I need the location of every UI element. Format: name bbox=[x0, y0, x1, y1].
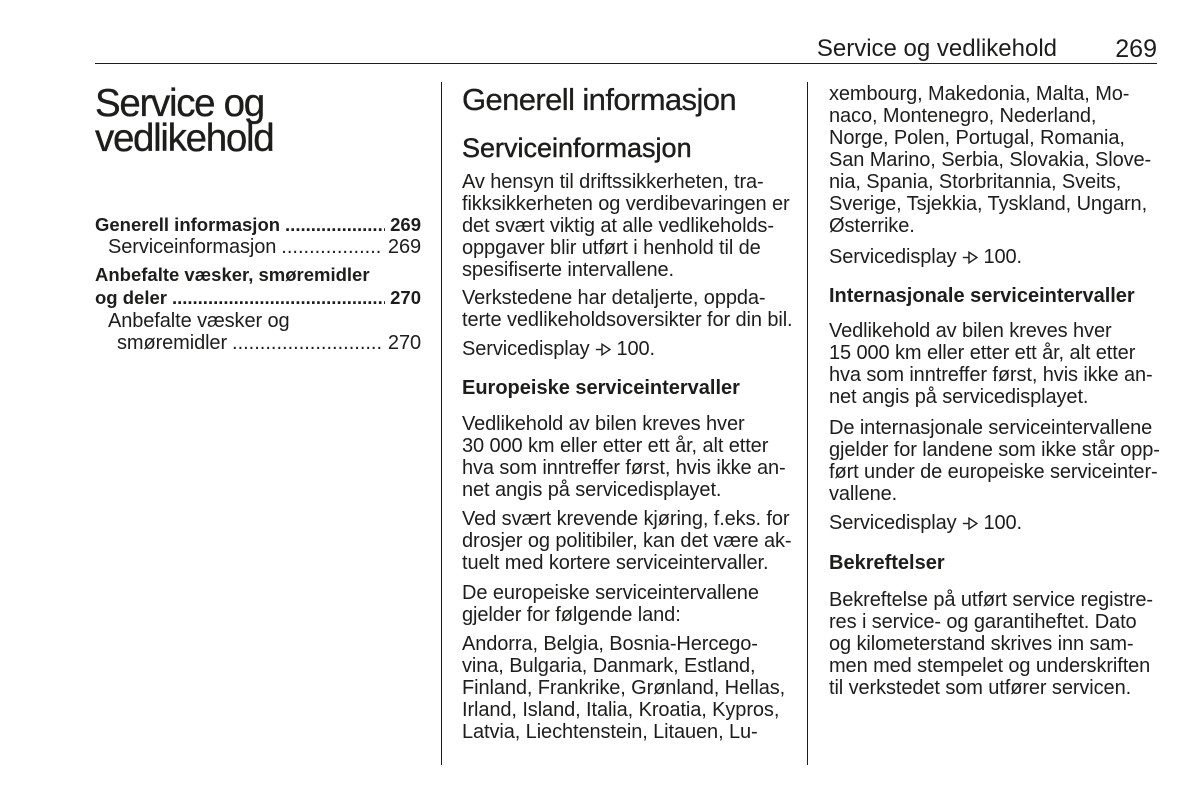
paragraph-line: Vedlikehold av bilen kreves hver bbox=[829, 319, 1112, 342]
paragraph-line: De internasjonale serviceintervallene bbox=[829, 416, 1153, 439]
running-header-title: Service og vedlikehold bbox=[816, 35, 1057, 62]
paragraph-line: Av hensyn til driftssikkerheten, tra- bbox=[462, 170, 764, 193]
paragraph-line: 15 000 km eller etter ett år, alt etter bbox=[829, 341, 1136, 364]
subsection-heading: Europeiske serviceintervaller bbox=[462, 376, 740, 399]
paragraph bbox=[462, 413, 786, 501]
paragraph-line: net angis på servicedisplayet. bbox=[829, 385, 1089, 408]
paragraph-line: hva som inntreffer først, hvis ikke an- bbox=[462, 456, 786, 479]
paragraph-line: oppgaver blir utført i henhold til de bbox=[462, 236, 761, 259]
paragraph-line: tuelt med kortere serviceintervaller. bbox=[462, 551, 769, 574]
toc-entry-label: Generell informasjon bbox=[95, 213, 281, 235]
country-list-paragraph-continued bbox=[829, 83, 1151, 237]
paragraph-line: naco, Montenegro, Nederland, bbox=[829, 104, 1097, 127]
paragraph-line: drosjer og politibiler, kan det være ak- bbox=[462, 529, 792, 552]
toc-page-number: 270 bbox=[390, 286, 421, 308]
paragraph-line: Finland, Frankrike, Grønland, Hellas, bbox=[462, 676, 786, 699]
toc-entry-label: smøremidler bbox=[117, 331, 228, 354]
toc-entry bbox=[95, 214, 421, 236]
paragraph bbox=[829, 417, 1160, 505]
section-heading: Generell informasjon bbox=[462, 82, 737, 117]
paragraph-line: og kilometerstand skrives inn sam- bbox=[829, 632, 1134, 655]
toc-page-number: 269 bbox=[387, 235, 421, 258]
toc-entry bbox=[108, 310, 421, 332]
paragraph-line: nia, Spania, Storbritannia, Sveits, bbox=[829, 170, 1122, 193]
paragraph-line: vina, Bulgaria, Danmark, Estland, bbox=[462, 654, 756, 677]
paragraph bbox=[829, 320, 1153, 408]
subsection-heading: Internasjonale serviceintervaller bbox=[829, 284, 1135, 307]
page-reference-arrow-icon bbox=[962, 251, 978, 264]
paragraph-line: De europeiske serviceintervallene bbox=[462, 581, 759, 604]
paragraph-line: Vedlikehold av bilen kreves hver bbox=[462, 412, 745, 435]
toc-page-number: 270 bbox=[387, 331, 421, 354]
toc-entry-label: og deler bbox=[95, 286, 167, 308]
toc-entry-label: Anbefalte væsker, smøremidler bbox=[95, 263, 370, 285]
paragraph-line: Sverige, Tsjekkia, Tyskland, Ungarn, bbox=[829, 192, 1148, 215]
paragraph-line: gjelder for følgende land: bbox=[462, 603, 681, 626]
paragraph-line: hva som inntreffer først, hvis ikke an- bbox=[829, 363, 1153, 386]
page-number: 269 bbox=[1115, 35, 1157, 63]
page-reference bbox=[462, 338, 655, 360]
page-reference bbox=[829, 512, 1022, 534]
paragraph-line: Norge, Polen, Portugal, Romania, bbox=[829, 126, 1125, 149]
paragraph-line: Verkstedene har detaljerte, oppda- bbox=[462, 286, 766, 309]
paragraph-line: fikksikkerheten og verdibevaringen er bbox=[462, 192, 790, 215]
paragraph-line: til verkstedet som utfører servicen. bbox=[829, 676, 1132, 699]
toc-entry-label: Anbefalte væsker og bbox=[108, 309, 290, 332]
paragraph-line: terte vedlikeholdsoversikter for din bil. bbox=[462, 308, 793, 331]
paragraph-line: net angis på servicedisplayet. bbox=[462, 478, 722, 501]
paragraph-line: xembourg, Makedonia, Malta, Mo- bbox=[829, 82, 1130, 105]
paragraph bbox=[462, 582, 759, 626]
paragraph-line: gjelder for landene som ikke står opp- bbox=[829, 438, 1160, 461]
paragraph-line: ført under de europeiske serviceinter- bbox=[829, 460, 1158, 483]
paragraph bbox=[462, 508, 792, 574]
toc-leader-dots bbox=[285, 214, 385, 236]
paragraph-line: Irland, Island, Italia, Kroatia, Kypros, bbox=[462, 698, 780, 721]
paragraph bbox=[462, 171, 790, 281]
paragraph-line: res i service- og garantiheftet. Dato bbox=[829, 610, 1137, 633]
toc-page-number: 269 bbox=[390, 213, 421, 235]
chapter-title-line: vedlikehold bbox=[95, 117, 274, 160]
column-divider bbox=[807, 82, 808, 765]
subsection-heading: Serviceinformasjon bbox=[462, 133, 692, 163]
paragraph-line: det svært viktig at alle vedlikeholds- bbox=[462, 214, 774, 237]
page-reference-number: 100. bbox=[616, 337, 656, 360]
paragraph-line: San Marino, Serbia, Slovakia, Slove- bbox=[829, 148, 1152, 171]
toc-entry-continuation bbox=[95, 287, 421, 309]
toc-leader-dots bbox=[281, 236, 383, 258]
toc-leader-dots bbox=[172, 287, 385, 309]
subsection-heading: Bekreftelser bbox=[829, 551, 945, 574]
paragraph-line: Ved svært krevende kjøring, f.eks. for bbox=[462, 507, 790, 530]
toc-entry bbox=[95, 264, 421, 286]
paragraph-line: spesifiserte intervallene. bbox=[462, 258, 674, 281]
paragraph-line: 30 000 km eller etter ett år, alt etter bbox=[462, 434, 769, 457]
header-rule bbox=[95, 63, 1157, 64]
paragraph-line: men med stempelet og underskriften bbox=[829, 654, 1151, 677]
country-list-paragraph bbox=[462, 633, 785, 743]
paragraph-line: Andorra, Belgia, Bosnia-Hercego- bbox=[462, 632, 758, 655]
paragraph-line: Østerrike. bbox=[829, 214, 915, 237]
toc-entry-label: Serviceinformasjon bbox=[108, 235, 277, 258]
column-divider bbox=[441, 82, 442, 765]
page-reference-number: 100. bbox=[983, 245, 1023, 268]
toc-leader-dots bbox=[232, 332, 383, 354]
page-reference bbox=[829, 246, 1022, 268]
toc-entry bbox=[108, 236, 421, 258]
chapter-title-line: Service og bbox=[95, 82, 264, 125]
page-reference-label: Servicedisplay bbox=[462, 337, 590, 360]
paragraph-line: vallene. bbox=[829, 482, 898, 505]
page-reference-arrow-icon bbox=[595, 343, 611, 356]
page-reference-arrow-icon bbox=[962, 517, 978, 530]
paragraph bbox=[829, 589, 1153, 699]
chapter-title bbox=[95, 82, 274, 160]
paragraph-line: Bekreftelse på utført service registre- bbox=[829, 588, 1153, 611]
page-reference-number: 100. bbox=[983, 511, 1023, 534]
page-reference-label: Servicedisplay bbox=[829, 245, 957, 268]
toc-entry-continuation bbox=[117, 332, 421, 354]
page-reference-label: Servicedisplay bbox=[829, 511, 957, 534]
paragraph-line: Latvia, Liechtenstein, Litauen, Lu- bbox=[462, 720, 758, 743]
paragraph bbox=[462, 287, 793, 331]
